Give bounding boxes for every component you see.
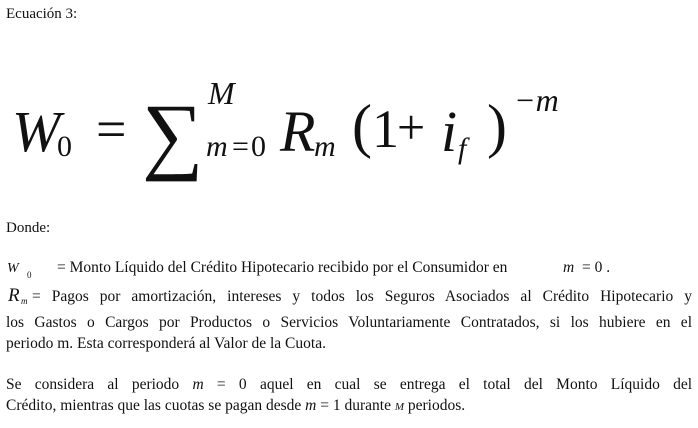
equation-one: 1 (372, 99, 399, 159)
paragraph-l1-text-b: aquel en cual se entrega el total del Monto Líquido del (259, 376, 693, 393)
rm-subscript: m (21, 296, 28, 306)
w0-definition-text: = Monto Líquido del Crédito Hipotecario recibido por el Consumidor en (57, 259, 508, 276)
summation-lower-equals: = (232, 130, 249, 163)
paragraph-l1-m: m (192, 376, 204, 393)
w0-symbol: W (7, 261, 19, 276)
summation-upper-limit: M (208, 75, 235, 111)
w0-condition: = 0 . (582, 259, 611, 276)
summation-lower-value: 0 (251, 130, 266, 163)
rm-definition-line-2: los Gastos o Cargos por Productos o Servicios Voluntariamente Contratados, si los hubiere en el (6, 314, 692, 331)
donde-label: Donde: (6, 220, 51, 236)
equation-r-subscript: m (314, 130, 336, 163)
paragraph-l2-M: M (394, 401, 405, 413)
equation-equals: = (96, 99, 127, 159)
paragraph-l2-text-b: durante (344, 397, 391, 414)
equation-right-paren: ) (487, 93, 507, 159)
equation-i-subscript: f (458, 132, 467, 165)
rm-definition-line-1: = Pagos por amortización, intereses y todos los Seguros Asociados al Crédito Hipotecario y (32, 288, 692, 305)
paragraph-line-1 (6, 375, 692, 395)
equation-r: R (280, 99, 316, 164)
paragraph-l2-m: m (305, 397, 317, 414)
paragraph-l1-equals: = 0 (216, 376, 247, 393)
equation-exponent: −m (514, 82, 559, 118)
paragraph-l2-text-c: periodos. (407, 397, 466, 414)
equation-w-subscript: 0 (57, 130, 72, 163)
rm-symbol: R (8, 285, 20, 306)
equation-w: W (12, 99, 61, 164)
w0-m-variable: m (563, 259, 575, 276)
paragraph-l2-text-a: Crédito, mientras que las cuotas se pagan desde (6, 397, 302, 414)
equation-left-paren: ( (352, 93, 372, 159)
rm-definition-line-3: periodo m. Esta corresponderá al Valor de la Cuota. (6, 335, 326, 352)
summation-lower-variable: m (206, 130, 228, 163)
equation-title: Ecuación 3: (6, 6, 78, 22)
equation-plus: + (397, 99, 426, 155)
paragraph-l1-text-a: Se considera al periodo (6, 376, 180, 393)
w0-subscript: 0 (27, 270, 32, 280)
summation-sign: ∑ (142, 86, 204, 182)
paragraph-line-2 (6, 396, 692, 417)
paragraph-l2-equals: = 1 (320, 397, 341, 414)
equation-i: i (441, 99, 458, 164)
